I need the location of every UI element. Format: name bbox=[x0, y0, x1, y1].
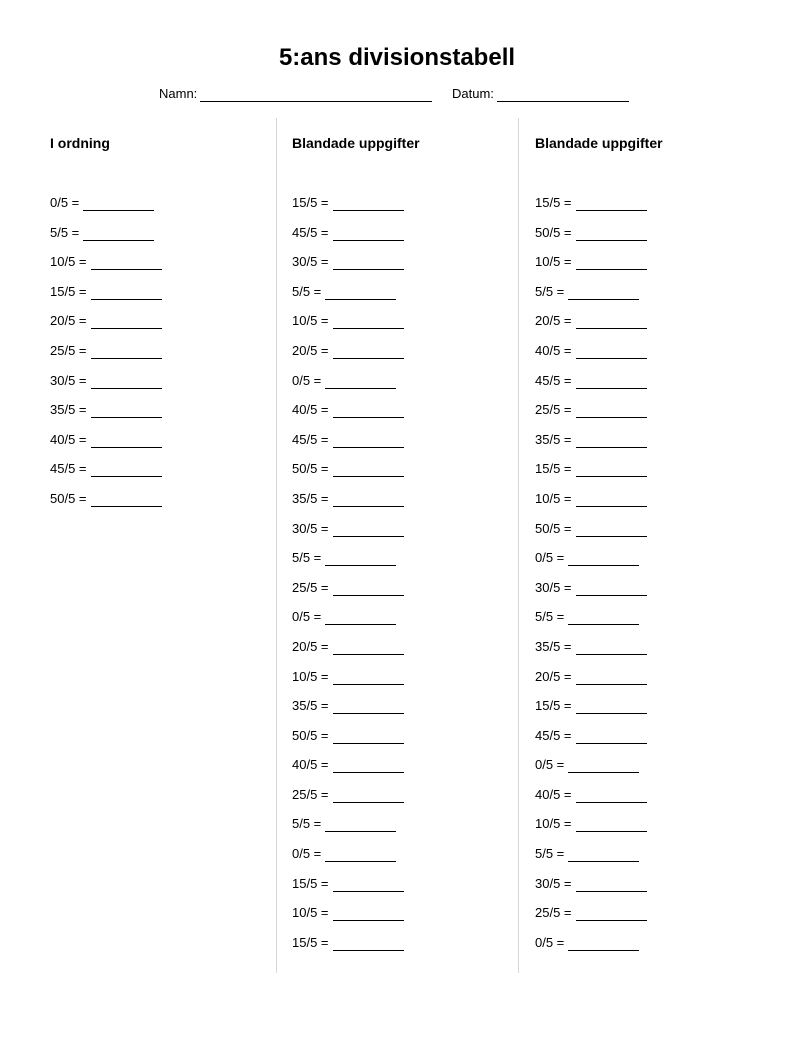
problem-expression: 15/5 = bbox=[292, 875, 329, 891]
answer-blank[interactable] bbox=[333, 907, 404, 921]
problem-item bbox=[535, 935, 755, 965]
problem-expression: 15/5 = bbox=[292, 934, 329, 950]
problem-item bbox=[50, 195, 270, 225]
problem-expression: 45/5 = bbox=[292, 224, 329, 240]
answer-blank[interactable] bbox=[91, 345, 162, 359]
answer-blank[interactable] bbox=[91, 256, 162, 270]
problem-item bbox=[50, 343, 270, 373]
problem-item bbox=[292, 905, 512, 935]
problem-item bbox=[292, 402, 512, 432]
answer-blank[interactable] bbox=[333, 463, 404, 477]
problem-expression: 15/5 = bbox=[535, 195, 572, 210]
problem-expression: 30/5 = bbox=[535, 579, 572, 595]
problem-expression: 25/5 = bbox=[50, 342, 87, 358]
problem-expression: 25/5 = bbox=[292, 579, 329, 595]
problem-item bbox=[292, 787, 512, 817]
answer-blank[interactable] bbox=[333, 315, 404, 329]
problem-expression: 10/5 = bbox=[50, 254, 87, 270]
column-divider bbox=[518, 118, 519, 973]
answer-blank[interactable] bbox=[325, 552, 396, 566]
problem-expression: 30/5 = bbox=[292, 254, 329, 270]
problem-item bbox=[292, 816, 512, 846]
answer-blank[interactable] bbox=[325, 818, 396, 832]
problem-expression: 20/5 = bbox=[535, 313, 572, 329]
problem-expression: 40/5 = bbox=[535, 342, 572, 358]
problem-expression: 40/5 = bbox=[535, 786, 572, 802]
problem-expression: 45/5 = bbox=[535, 727, 572, 743]
problem-expression: 50/5 = bbox=[535, 520, 572, 536]
problem-item bbox=[535, 491, 755, 521]
problem-item bbox=[50, 491, 270, 521]
problem-expression: 30/5 = bbox=[535, 875, 572, 891]
problem-expression: 25/5 = bbox=[292, 786, 329, 802]
answer-blank[interactable] bbox=[568, 848, 639, 862]
problem-expression: 45/5 = bbox=[535, 372, 572, 388]
answer-blank[interactable] bbox=[333, 671, 404, 685]
column-mixed-1 bbox=[292, 134, 512, 964]
answer-blank[interactable] bbox=[83, 227, 154, 241]
problem-expression: 35/5 = bbox=[535, 431, 572, 447]
problem-item bbox=[535, 609, 755, 639]
answer-blank[interactable] bbox=[576, 345, 647, 359]
problem-expression: 10/5 = bbox=[535, 254, 572, 270]
problem-item bbox=[50, 373, 270, 403]
problem-item bbox=[535, 373, 755, 403]
answer-blank[interactable] bbox=[568, 937, 639, 951]
answer-blank[interactable] bbox=[568, 611, 639, 625]
meta-row bbox=[0, 86, 794, 104]
problem-item bbox=[292, 639, 512, 669]
problem-item bbox=[292, 521, 512, 551]
problem-item bbox=[535, 402, 755, 432]
answer-blank[interactable] bbox=[576, 256, 647, 270]
problem-expression: 20/5 = bbox=[292, 342, 329, 358]
problem-item bbox=[292, 373, 512, 403]
answer-blank[interactable] bbox=[576, 227, 647, 241]
problem-expression: 20/5 = bbox=[50, 313, 87, 329]
column-heading: Blandade uppgifter bbox=[535, 135, 663, 151]
problem-expression: 20/5 = bbox=[292, 638, 329, 654]
problem-item bbox=[535, 343, 755, 373]
problem-expression: 35/5 = bbox=[292, 490, 329, 506]
problem-expression: 15/5 = bbox=[535, 461, 572, 477]
problem-expression: 50/5 = bbox=[535, 224, 572, 240]
answer-blank[interactable] bbox=[576, 582, 647, 596]
problem-expression: 45/5 = bbox=[50, 461, 87, 477]
problem-item bbox=[50, 461, 270, 491]
name-input-line[interactable] bbox=[200, 87, 432, 102]
problem-item bbox=[535, 639, 755, 669]
problem-item bbox=[292, 876, 512, 906]
column-heading: I ordning bbox=[50, 135, 110, 151]
problem-expression: 45/5 = bbox=[292, 431, 329, 447]
problem-expression: 40/5 = bbox=[292, 757, 329, 773]
problem-list bbox=[535, 195, 755, 964]
answer-blank[interactable] bbox=[333, 730, 404, 744]
problem-item bbox=[292, 343, 512, 373]
problem-expression: 30/5 = bbox=[292, 520, 329, 536]
answer-blank[interactable] bbox=[576, 818, 647, 832]
answer-blank[interactable] bbox=[325, 848, 396, 862]
problem-expression: 40/5 = bbox=[292, 402, 329, 418]
problem-item bbox=[292, 728, 512, 758]
problem-expression: 5/5 = bbox=[292, 283, 322, 299]
answer-blank[interactable] bbox=[576, 878, 647, 892]
answer-blank[interactable] bbox=[325, 375, 396, 389]
problem-item bbox=[292, 491, 512, 521]
problem-item bbox=[535, 313, 755, 343]
answer-blank[interactable] bbox=[333, 523, 404, 537]
answer-blank[interactable] bbox=[576, 463, 647, 477]
answer-blank[interactable] bbox=[568, 286, 639, 300]
problem-expression: 15/5 = bbox=[50, 283, 87, 299]
answer-blank[interactable] bbox=[576, 789, 647, 803]
problem-expression: 5/5 = bbox=[292, 550, 322, 566]
page-title: 5:ans divisionstabell bbox=[278, 44, 516, 71]
problem-item bbox=[292, 461, 512, 491]
problem-item bbox=[535, 876, 755, 906]
problem-item bbox=[292, 609, 512, 639]
answer-blank[interactable] bbox=[576, 315, 647, 329]
problem-item bbox=[535, 846, 755, 876]
answer-blank[interactable] bbox=[91, 375, 162, 389]
name-label: Namn: bbox=[159, 86, 198, 101]
problem-item bbox=[535, 432, 755, 462]
problem-expression: 25/5 = bbox=[535, 402, 572, 418]
answer-blank[interactable] bbox=[333, 345, 404, 359]
problem-expression: 35/5 = bbox=[535, 638, 572, 654]
date-label: Datum: bbox=[452, 86, 494, 101]
problem-item bbox=[292, 669, 512, 699]
problem-item bbox=[535, 757, 755, 787]
problem-item bbox=[535, 728, 755, 758]
problem-item bbox=[50, 225, 270, 255]
problem-expression: 35/5 = bbox=[292, 698, 329, 714]
answer-blank[interactable] bbox=[333, 878, 404, 892]
problem-expression: 5/5 = bbox=[535, 283, 565, 299]
answer-blank[interactable] bbox=[568, 759, 639, 773]
problem-expression: 5/5 = bbox=[50, 224, 80, 240]
answer-blank[interactable] bbox=[568, 552, 639, 566]
problem-expression: 10/5 = bbox=[535, 490, 572, 506]
problem-expression: 10/5 = bbox=[292, 668, 329, 684]
problem-item bbox=[535, 698, 755, 728]
answer-blank[interactable] bbox=[91, 315, 162, 329]
problem-item bbox=[292, 580, 512, 610]
problem-item bbox=[292, 846, 512, 876]
problem-expression: 50/5 = bbox=[50, 490, 87, 506]
answer-blank[interactable] bbox=[333, 582, 404, 596]
answer-blank[interactable] bbox=[91, 463, 162, 477]
problem-item bbox=[292, 698, 512, 728]
answer-blank[interactable] bbox=[333, 937, 404, 951]
problem-item bbox=[292, 284, 512, 314]
problem-expression: 0/5 = bbox=[535, 550, 565, 566]
answer-blank[interactable] bbox=[576, 730, 647, 744]
answer-blank[interactable] bbox=[576, 641, 647, 655]
problem-item bbox=[292, 225, 512, 255]
answer-blank[interactable] bbox=[576, 907, 647, 921]
problem-expression: 10/5 = bbox=[292, 905, 329, 921]
problem-item bbox=[535, 816, 755, 846]
answer-blank[interactable] bbox=[333, 227, 404, 241]
answer-blank[interactable] bbox=[91, 286, 162, 300]
problem-expression: 15/5 = bbox=[292, 195, 329, 210]
problem-expression: 50/5 = bbox=[292, 461, 329, 477]
answer-blank[interactable] bbox=[325, 611, 396, 625]
problem-expression: 25/5 = bbox=[535, 905, 572, 921]
problem-item bbox=[292, 254, 512, 284]
problem-expression: 0/5 = bbox=[292, 609, 322, 625]
answer-blank[interactable] bbox=[333, 256, 404, 270]
problem-item bbox=[535, 669, 755, 699]
problem-expression: 10/5 = bbox=[535, 816, 572, 832]
answer-blank[interactable] bbox=[91, 434, 162, 448]
problem-expression: 5/5 = bbox=[292, 816, 322, 832]
problem-item bbox=[535, 580, 755, 610]
problem-expression: 0/5 = bbox=[292, 846, 322, 862]
answer-blank[interactable] bbox=[576, 404, 647, 418]
problem-item bbox=[535, 787, 755, 817]
column-in-order bbox=[50, 134, 270, 521]
answer-blank[interactable] bbox=[91, 493, 162, 507]
date-input-line[interactable] bbox=[497, 87, 629, 102]
answer-blank[interactable] bbox=[576, 671, 647, 685]
problem-list bbox=[292, 195, 512, 964]
problem-expression: 0/5 = bbox=[50, 195, 80, 210]
problem-item bbox=[535, 195, 755, 225]
answer-blank[interactable] bbox=[333, 759, 404, 773]
problem-expression: 40/5 = bbox=[50, 431, 87, 447]
problem-item bbox=[535, 284, 755, 314]
answer-blank[interactable] bbox=[576, 493, 647, 507]
problem-expression: 5/5 = bbox=[535, 609, 565, 625]
problem-item bbox=[535, 905, 755, 935]
answer-blank[interactable] bbox=[333, 434, 404, 448]
answer-blank[interactable] bbox=[333, 641, 404, 655]
problem-item bbox=[535, 550, 755, 580]
problem-item bbox=[50, 284, 270, 314]
name-field bbox=[159, 86, 432, 102]
answer-blank[interactable] bbox=[333, 197, 404, 211]
problem-item bbox=[535, 521, 755, 551]
problem-item bbox=[292, 935, 512, 965]
answer-blank[interactable] bbox=[333, 404, 404, 418]
problem-expression: 35/5 = bbox=[50, 402, 87, 418]
answer-blank[interactable] bbox=[325, 286, 396, 300]
problem-item bbox=[535, 225, 755, 255]
column-heading: Blandade uppgifter bbox=[292, 135, 420, 151]
problem-item bbox=[50, 313, 270, 343]
problem-item bbox=[292, 432, 512, 462]
problem-item bbox=[535, 461, 755, 491]
problem-expression: 15/5 = bbox=[535, 698, 572, 714]
answer-blank[interactable] bbox=[576, 375, 647, 389]
problem-item bbox=[292, 757, 512, 787]
date-field bbox=[452, 86, 629, 102]
answer-blank[interactable] bbox=[91, 404, 162, 418]
answer-blank[interactable] bbox=[576, 197, 647, 211]
problem-expression: 0/5 = bbox=[535, 934, 565, 950]
answer-blank[interactable] bbox=[333, 700, 404, 714]
problem-expression: 5/5 = bbox=[535, 846, 565, 862]
problem-expression: 50/5 = bbox=[292, 727, 329, 743]
problem-expression: 10/5 = bbox=[292, 313, 329, 329]
column-mixed-2 bbox=[535, 134, 755, 964]
problem-item bbox=[50, 254, 270, 284]
problem-item bbox=[292, 313, 512, 343]
answer-blank[interactable] bbox=[576, 523, 647, 537]
problem-item bbox=[535, 254, 755, 284]
answer-blank[interactable] bbox=[576, 434, 647, 448]
problem-expression: 0/5 = bbox=[535, 757, 565, 773]
answer-blank[interactable] bbox=[333, 789, 404, 803]
problem-item bbox=[292, 550, 512, 580]
problem-expression: 0/5 = bbox=[292, 372, 322, 388]
problem-item bbox=[50, 432, 270, 462]
problem-list bbox=[50, 195, 270, 521]
problem-item bbox=[50, 402, 270, 432]
problem-expression: 20/5 = bbox=[535, 668, 572, 684]
problem-item bbox=[292, 195, 512, 225]
answer-blank[interactable] bbox=[333, 493, 404, 507]
problem-expression: 30/5 = bbox=[50, 372, 87, 388]
answer-blank[interactable] bbox=[576, 700, 647, 714]
answer-blank[interactable] bbox=[83, 197, 154, 211]
column-divider bbox=[276, 118, 277, 973]
